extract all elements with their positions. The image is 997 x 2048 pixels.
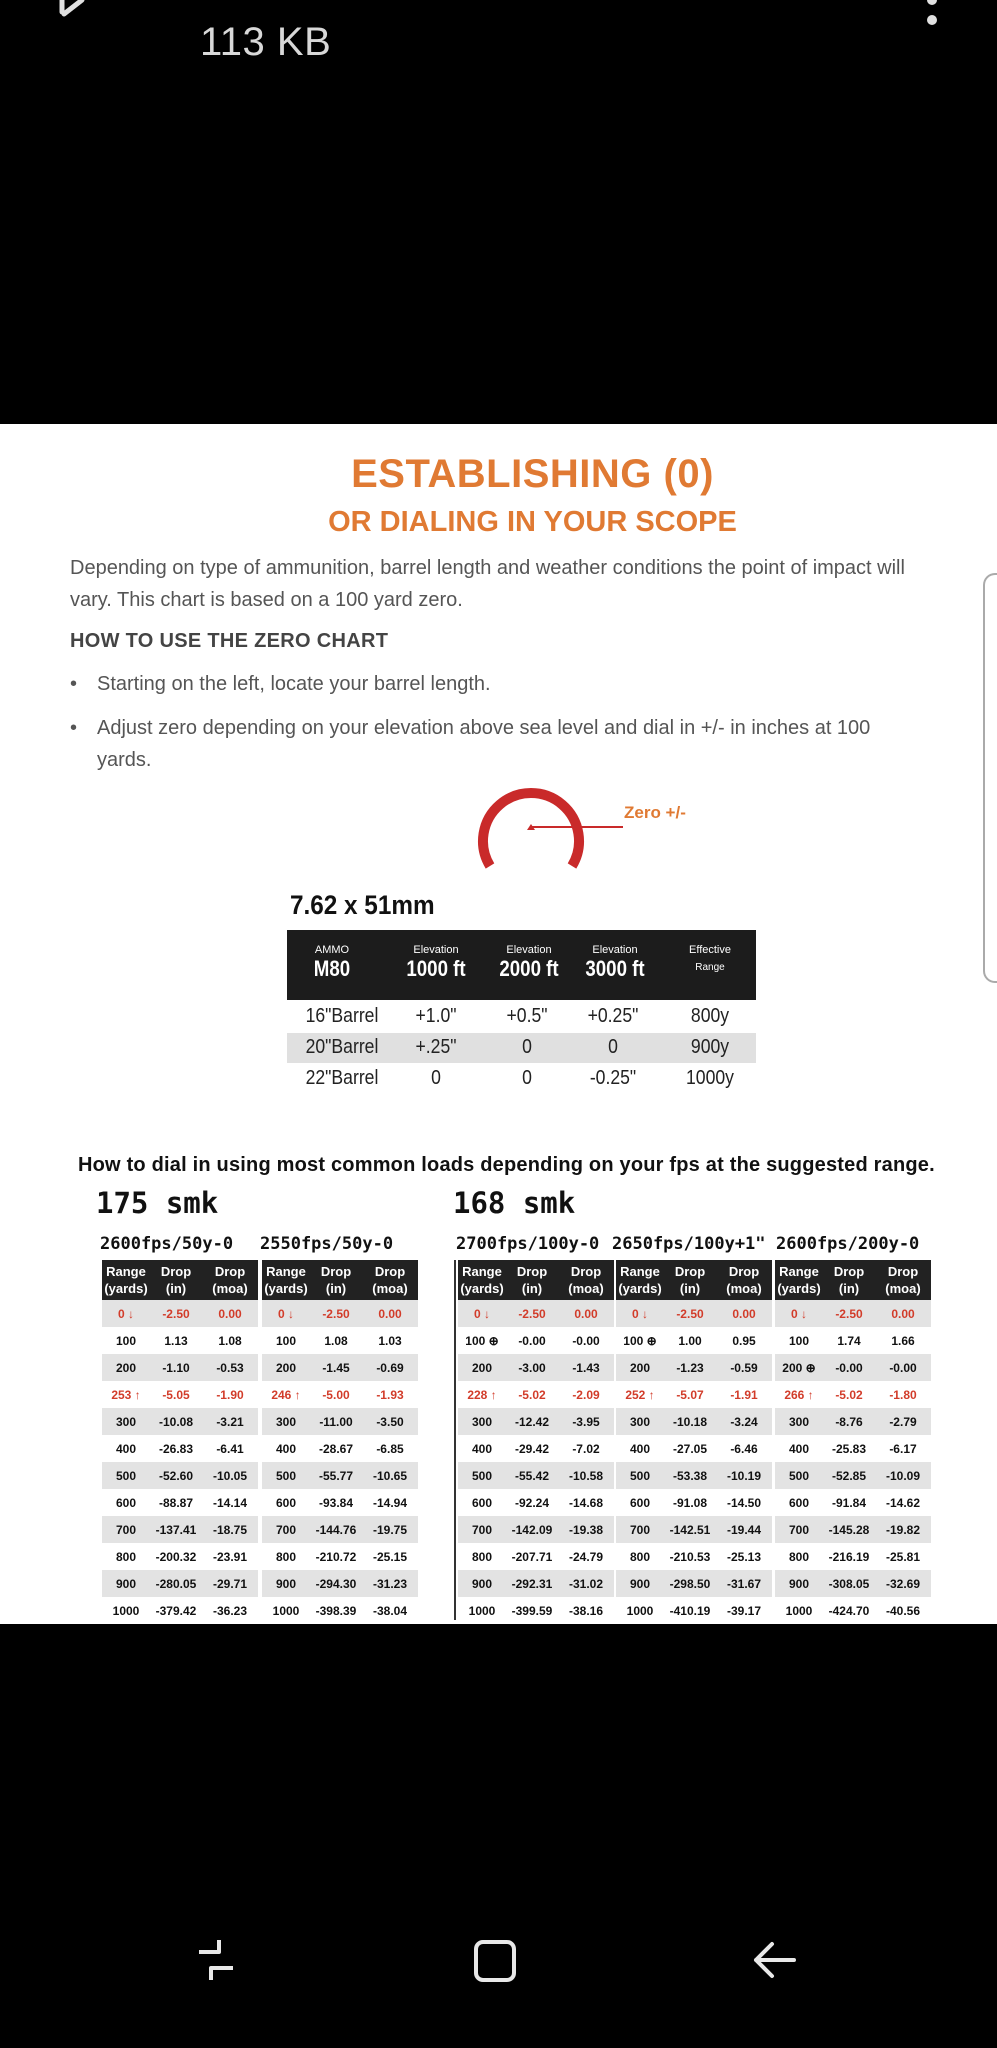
table-row: 400 -25.83 -6.17 bbox=[788, 1442, 917, 1456]
fps-label: 2600fps/50y-0 bbox=[100, 1234, 234, 1254]
back-arrow-icon[interactable] bbox=[58, 0, 108, 26]
zero-chart-row: 20"Barrel +.25" 0 0 900y bbox=[287, 1033, 756, 1063]
table-row: 0 ↓ -2.50 0.00 bbox=[616, 1300, 772, 1327]
table-row: 300 -11.00 -3.50 bbox=[262, 1408, 418, 1435]
drop-table bbox=[458, 1260, 614, 1624]
drop-table bbox=[616, 1260, 772, 1624]
zero-label: Zero +/- bbox=[624, 803, 686, 822]
navigation-bar bbox=[0, 1624, 997, 2048]
table-row: 0 ↓ -2.50 0.00 bbox=[775, 1300, 931, 1327]
table-row: 800 -200.32 -23.91 bbox=[115, 1550, 248, 1564]
table-row: 0 ↓ -2.50 0.00 bbox=[102, 1300, 258, 1327]
table-row: 500 -52.60 -10.05 bbox=[102, 1462, 258, 1489]
table-row: 1000 -398.39 -38.04 bbox=[272, 1604, 408, 1618]
drop-table bbox=[262, 1260, 418, 1624]
drop-table-header: Range (yards) Drop (in) Drop (moa) bbox=[616, 1260, 772, 1300]
bullet-dot: • bbox=[70, 673, 78, 695]
table-row: 100 ⊕ 1.00 0.95 bbox=[623, 1334, 756, 1348]
table-row: 200 -1.45 -0.69 bbox=[262, 1354, 418, 1381]
table-row: 800 -216.19 -25.81 bbox=[788, 1550, 921, 1564]
table-row: 300 -8.76 -2.79 bbox=[775, 1408, 931, 1435]
drop-table bbox=[102, 1260, 258, 1624]
table-row: 100 ⊕ -0.00 -0.00 bbox=[465, 1334, 600, 1348]
file-size-label: 113 KB bbox=[200, 20, 332, 64]
table-row: 600 -91.84 -14.62 bbox=[788, 1496, 921, 1510]
table-row: 0 ↓ -2.50 0.00 bbox=[262, 1300, 418, 1327]
table-row: 700 -142.09 -19.38 bbox=[458, 1516, 614, 1543]
table-row: 252 ↑ -5.07 -1.91 bbox=[625, 1388, 758, 1402]
nav-back-icon[interactable] bbox=[750, 1936, 798, 1984]
top-app-bar bbox=[0, 0, 997, 424]
table-group-divider bbox=[454, 1260, 456, 1620]
doc-title: ESTABLISHING (0) bbox=[351, 452, 714, 496]
table-row: 228 ↑ -5.02 -2.09 bbox=[467, 1388, 600, 1402]
edge-panel-handle[interactable] bbox=[983, 573, 997, 983]
table-row: 500 -52.85 -10.09 bbox=[775, 1462, 931, 1489]
table-row: 100 1.13 1.08 bbox=[115, 1334, 242, 1348]
table-row: 900 -294.30 -31.23 bbox=[262, 1570, 418, 1597]
table-row: 0 ↓ -2.50 0.00 bbox=[458, 1300, 614, 1327]
table-row: 100 1.08 1.03 bbox=[275, 1334, 402, 1348]
table-row: 1000 -399.59 -38.16 bbox=[468, 1604, 604, 1618]
table-row: 600 -88.87 -14.14 bbox=[115, 1496, 248, 1510]
table-row: 400 -29.42 -7.02 bbox=[471, 1442, 600, 1456]
bullet-dot: • bbox=[70, 717, 78, 739]
table-row: 700 -137.41 -18.75 bbox=[102, 1516, 258, 1543]
drop-table-header: Range (yards) Drop (in) Drop (moa) bbox=[458, 1260, 614, 1300]
table-row: 400 -26.83 -6.41 bbox=[115, 1442, 244, 1456]
dial-heading: How to dial in using most common loads depending on your fps at the suggested range. bbox=[78, 1154, 935, 1176]
table-row: 500 -55.42 -10.58 bbox=[458, 1462, 614, 1489]
howto-heading: HOW TO USE THE ZERO CHART bbox=[70, 630, 389, 652]
table-row: 900 -292.31 -31.02 bbox=[458, 1570, 614, 1597]
document-image: ESTABLISHING (0) OR DIALING IN YOUR SCOPE Depending on type of ammunition, barrel length and weather conditions the point of impact will vary. This chart is based on a 100 yard zero. HOW TO USE THE ZERO CHART • Starting on the left, locate your barrel length. • Adjust zero depending on your elevation above sea level and dial in +/- in inches at 100 yards. Zero +/- 7.62 x 51mm AMMO M80 Elevation 1000 ft Elevation 2000 ft Elevation 3000 ft Effective Range 16"Barrel +1.0" +0.5" +0.25" 800y 20"Barrel +.25" 0 0 900y 22"Barrel 0 0 -0.25" 1000y How to dial in using most common loads depending on your fps at the suggested range. 175 smk 168 smk 2600fps/50y-0 2550fps/50y-0 2700fps/100y-0 2650fps/100y+1" 2600fps/200y-0 Range (yards) Drop (in) Drop (moa) 0 ↓ -2.50 0.00 100 1.13 1.08 200 -1.10 -0.53 253 ↑ -5.05 -1.90 300 -10.08 -3.21 400 -26.83 -6.41 500 -52.60 -10.05 600 -88.87 -14.14 700 -137.41 -18.75 800 -200.32 -23.91 900 -280.05 -29.71 1000 -379.42 -36.23 Range (yards) Drop (in) Drop (moa) 0 ↓ -2.50 0.00 100 1.08 1.03 200 -1.45 -0.69 246 ↑ -5.00 -1.93 300 -11.00 -3.50 400 -28.67 -6.85 500 -55.77 -10.65 600 -93.84 -14.94 700 -144.76 -19.75 800 -210.72 -25.15 900 -294.30 -31.23 1000 -398.39 -38.04 Range (yards) Drop (in) Drop (moa) 0 ↓ -2.50 0.00 100 ⊕ -0.00 -0.00 200 -3.00 -1.43 228 ↑ -5.02 -2.09 300 -12.42 -3.95 400 -29.42 -7.02 500 -55.42 -10.58 600 -92.24 -14.68 700 -142.09 -19.38 800 -207.71 -24.79 900 -292.31 -31.02 1000 -399.59 -38.16 Range (yards) Drop (in) Drop (moa) 0 ↓ -2.50 0.00 100 ⊕ 1.00 0.95 200 -1.23 -0.59 252 ↑ -5.07 -1.91 300 -10.18 -3.24 400 -27.05 -6.46 500 -53.38 -10.19 600 -91.08 -14.50 700 -142.51 -19.44 800 -210.53 -25.13 900 -298.50 -31.67 1000 -410.19 -39.17 Range (yards) Drop (in) Drop (moa) 0 ↓ -2.50 0.00 100 1.74 1.66 200 ⊕ -0.00 -0.00 266 ↑ -5.02 -1.80 300 -8.76 -2.79 400 -25.83 -6.17 500 -52.85 -10.09 600 -91.84 -14.62 700 -145.28 -19.82 800 -216.19 -25.81 900 -308.05 -32.69 1000 -424.70 -40.56 bbox=[0, 424, 997, 1624]
table-row: 200 -1.10 -0.53 bbox=[102, 1354, 258, 1381]
drop-table-header: Range (yards) Drop (in) Drop (moa) bbox=[102, 1260, 258, 1300]
table-row: 800 -207.71 -24.79 bbox=[471, 1550, 604, 1564]
table-row: 200 -1.23 -0.59 bbox=[616, 1354, 772, 1381]
table-row: 600 -91.08 -14.50 bbox=[629, 1496, 762, 1510]
zero-chart-row: 22"Barrel 0 0 -0.25" 1000y bbox=[305, 1067, 734, 1089]
table-row: 266 ↑ -5.02 -1.80 bbox=[784, 1388, 917, 1402]
table-row: 700 -145.28 -19.82 bbox=[775, 1516, 931, 1543]
load-175-label: 175 smk bbox=[96, 1186, 219, 1220]
doc-subtitle: OR DIALING IN YOUR SCOPE bbox=[328, 506, 737, 538]
reticle-icon bbox=[458, 768, 718, 878]
table-row: 700 -142.51 -19.44 bbox=[616, 1516, 772, 1543]
table-row: 900 -308.05 -32.69 bbox=[775, 1570, 931, 1597]
table-row: 900 -280.05 -29.71 bbox=[102, 1570, 258, 1597]
table-row: 600 -92.24 -14.68 bbox=[471, 1496, 604, 1510]
home-icon[interactable] bbox=[472, 1936, 518, 1984]
zero-chart-row: 16"Barrel +1.0" +0.5" +0.25" 800y bbox=[305, 1005, 730, 1027]
table-row: 300 -10.08 -3.21 bbox=[102, 1408, 258, 1435]
caliber-title: 7.62 x 51mm bbox=[290, 890, 435, 920]
table-row: 253 ↑ -5.05 -1.90 bbox=[111, 1388, 244, 1402]
drop-table bbox=[775, 1260, 931, 1624]
table-row: 1000 -424.70 -40.56 bbox=[785, 1604, 921, 1618]
table-row: 500 -55.77 -10.65 bbox=[262, 1462, 418, 1489]
table-row: 500 -53.38 -10.19 bbox=[616, 1462, 772, 1489]
load-168-label: 168 smk bbox=[453, 1186, 576, 1220]
table-row: 200 ⊕ -0.00 -0.00 bbox=[775, 1354, 931, 1381]
intro-paragraph: Depending on type of ammunition, barrel length and weather conditions the point of impact will vary. This chart is based on a 100 yard zero. bbox=[70, 557, 905, 611]
fps-label: 2600fps/200y-0 bbox=[776, 1234, 920, 1254]
zero-chart-header: AMMO M80 Elevation 1000 ft Elevation 2000 ft Elevation 3000 ft Effective Range bbox=[287, 930, 756, 1000]
more-vertical-icon[interactable] bbox=[921, 0, 943, 30]
table-row: 400 -28.67 -6.85 bbox=[275, 1442, 404, 1456]
table-row: 800 -210.53 -25.13 bbox=[629, 1550, 762, 1564]
table-row: 800 -210.72 -25.15 bbox=[275, 1550, 408, 1564]
drop-table-header: Range (yards) Drop (in) Drop (moa) bbox=[262, 1260, 418, 1300]
fps-label: 2700fps/100y-0 bbox=[456, 1234, 600, 1254]
fps-label: 2650fps/100y+1" bbox=[612, 1234, 766, 1254]
table-row: 246 ↑ -5.00 -1.93 bbox=[271, 1388, 404, 1402]
drop-table-header: Range (yards) Drop (in) Drop (moa) bbox=[775, 1260, 931, 1300]
table-row: 300 -12.42 -3.95 bbox=[458, 1408, 614, 1435]
table-row: 1000 -379.42 -36.23 bbox=[112, 1604, 248, 1618]
fps-label: 2550fps/50y-0 bbox=[260, 1234, 394, 1254]
recent-apps-icon[interactable] bbox=[193, 1936, 237, 1984]
table-row: 900 -298.50 -31.67 bbox=[616, 1570, 772, 1597]
table-row: 200 -3.00 -1.43 bbox=[458, 1354, 614, 1381]
table-row: 700 -144.76 -19.75 bbox=[262, 1516, 418, 1543]
table-row: 400 -27.05 -6.46 bbox=[629, 1442, 758, 1456]
table-row: 600 -93.84 -14.94 bbox=[275, 1496, 408, 1510]
table-row: 100 1.74 1.66 bbox=[788, 1334, 915, 1348]
table-row: 300 -10.18 -3.24 bbox=[616, 1408, 772, 1435]
table-row: 1000 -410.19 -39.17 bbox=[626, 1604, 762, 1618]
